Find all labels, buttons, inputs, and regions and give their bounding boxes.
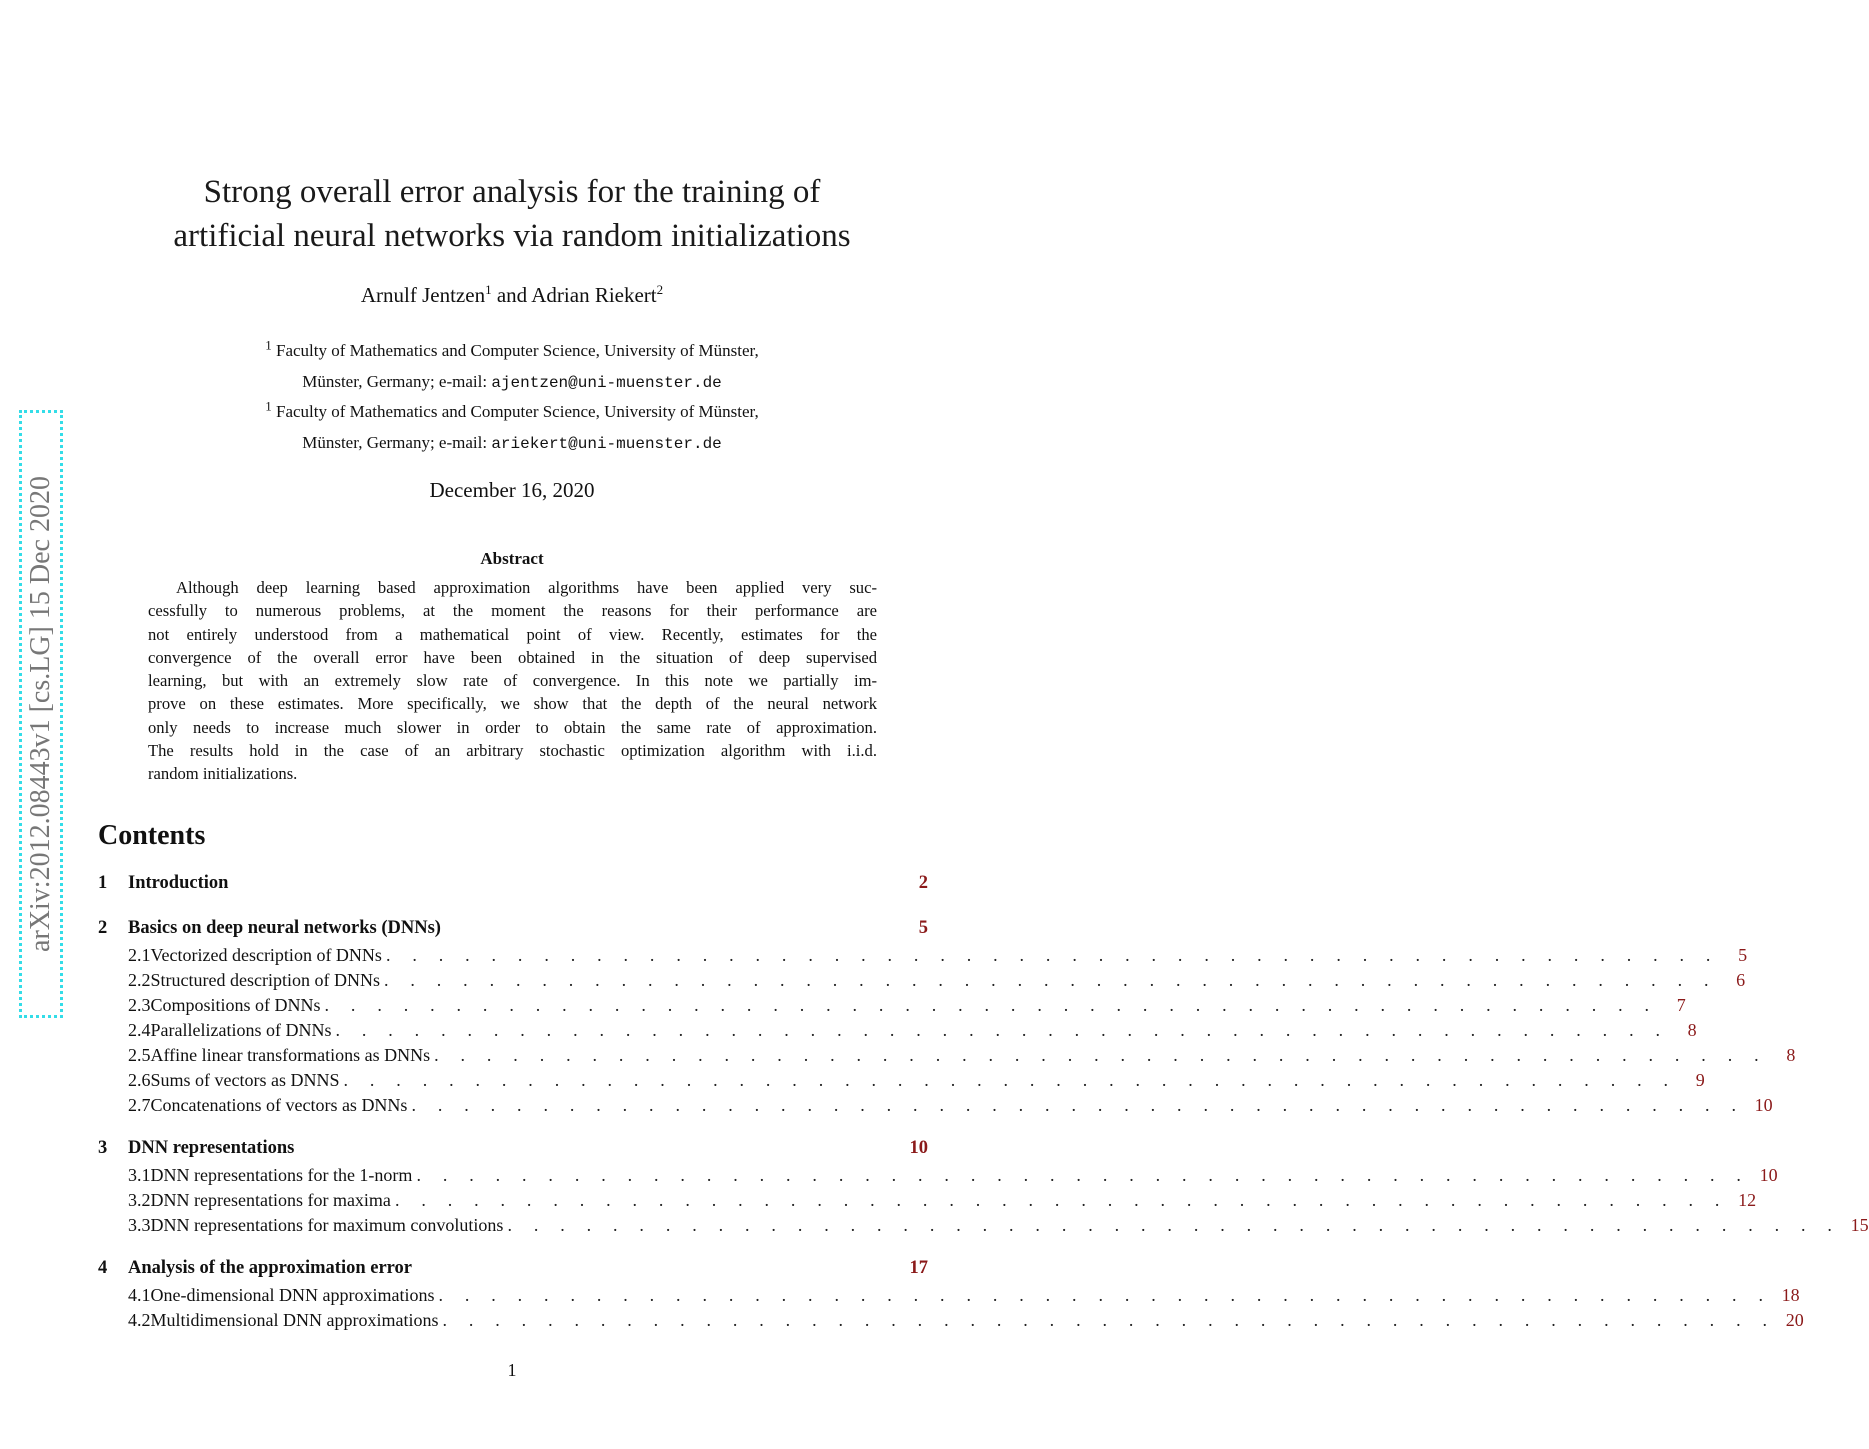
abstract-line: learning, but with an extremely slow rate of convergence. In this note we partially im- [148,671,877,691]
author-name: Arnulf Jentzen [360,283,486,307]
paper-title-line-1: Strong overall error analysis for the training of [203,174,821,210]
paper-title-line-2: artificial neural networks via random initializations [173,218,851,254]
affiliation-1-line-2: Münster, Germany; e-mail: ajentzen@uni-muenster.de [302,372,722,392]
toc-subsection-number: 2.7 [128,1095,151,1115]
toc-section-entry[interactable] [98,873,928,900]
toc-page-link[interactable]: 20 [1785,1310,1804,1330]
dot-leader: . . . . . . . . . . . . . . . . . . . . . . . . . . . . . . . . . . . . . . . . . . . . . . . . . . . [324,995,1658,1015]
toc-subsection-entry[interactable] [98,1215,1869,1240]
toc-subsection-number: 2.5 [128,1045,151,1065]
affiliation-1-line-1: $^1$ Faculty of Mathematics and Computer Science, University of Münster, [265,337,759,360]
toc-page-link[interactable]: 17 [909,1258,928,1278]
abstract-line: The results hold in the case of an arbitrary stochastic optimization algorithm with i.i.d. [148,741,877,761]
toc-section-number: 1 [98,873,108,893]
toc-subsection-entry[interactable] [98,1070,1705,1095]
arxiv-identifier[interactable]: arXiv:2012.08443v1 [cs.LG] 15 Dec 2020 [25,476,56,952]
toc-page-link[interactable]: 12 [1738,1190,1757,1210]
abstract-heading: Abstract [480,549,544,568]
toc-subsection-entry[interactable] [98,1190,1757,1215]
abstract-line: not entirely understood from a mathematical point of view. Recently, estimates for the [148,624,877,644]
dot-leader: . . . . . . . . . . . . . . . . . . . . . . . . . . . . . . . . . . . . . . . . . . . . . . . . . . . [442,1310,1776,1330]
toc-subsection-title: Affine linear transformations as DNNs [150,1045,431,1065]
toc-page-link[interactable]: 6 [1736,970,1746,990]
toc-subsection-entry[interactable] [98,1020,1697,1045]
dot-leader: . . . . . . . . . . . . . . . . . . . . . . . . . . . . . . . . . . . . . . . . . . . . . . . . . . . [335,1020,1669,1040]
dot-leader: . . . . . . . . . . . . . . . . . . . . . . . . . . . . . . . . . . . . . . . . . . . . . . . . . . . [383,970,1718,990]
toc-section-title: Basics on deep neural networks (DNNs) [128,918,441,938]
toc-subsection-entry[interactable] [98,970,1746,995]
toc-page-link[interactable]: 8 [1687,1020,1697,1040]
toc-subsection-entry[interactable] [98,1285,1800,1310]
toc-subsection-title: Concatenations of vectors as DNNs [150,1095,408,1115]
toc-subsection-number: 2.2 [128,970,151,990]
author-name: Adrian Riekert [531,283,657,307]
author-conjunction: and [491,283,532,307]
toc-section-number: 4 [98,1258,108,1278]
toc-section-number: 2 [98,918,108,938]
abstract-body [148,576,877,786]
toc-section-entry[interactable] [98,1258,928,1285]
toc-page-link[interactable]: 7 [1676,995,1686,1015]
dot-leader: . . . . . . . . . . . . . . . . . . . . . . . . . . . . . . . . . . . . . . . . . . . . . . . . . . . [507,1215,1841,1235]
toc-subsection-entry[interactable] [98,945,1748,970]
affiliation-2-line-1: $^1$ Faculty of Mathematics and Computer Science, University of Münster, [265,398,759,421]
page-number: 1 [507,1360,517,1380]
toc-section-title: Analysis of the approximation error [128,1258,413,1278]
affiliation-mark: 1 [265,398,272,414]
toc-section-title: DNN representations [128,1138,295,1158]
toc-page-link[interactable]: 10 [909,1138,928,1158]
toc-subsection-entry[interactable] [98,1095,1773,1120]
contents-heading: Contents [98,820,206,851]
dot-leader: . . . . . . . . . . . . . . . . . . . . . . . . . . . . . . . . . . . . . . . . . . . . . . . . . . . [416,1165,1750,1185]
toc-section [98,918,1796,1120]
toc-subsection-number: 2.1 [128,945,151,965]
abstract-line: only needs to increase much slower in order to obtain the same rate of approximation. [148,717,877,737]
toc-subsection-title: Compositions of DNNs [150,995,321,1015]
abstract-line: convergence of the overall error have been obtained in the situation of deep supervised [148,647,877,667]
paper-date: December 16, 2020 [429,478,595,502]
toc-subsection-entry[interactable] [98,1310,1804,1335]
dot-leader: . . . . . . . . . . . . . . . . . . . . . . . . . . . . . . . . . . . . . . . . . . . . . . . . . . . [438,1285,1772,1305]
abstract-line: cessfully to numerous problems, at the moment the reasons for their performance are [148,601,877,621]
toc-subsection-number: 3.2 [128,1190,151,1210]
toc-subsection-title: DNN representations for maxima [150,1190,391,1210]
toc-subsection-number: 2.6 [128,1070,151,1090]
toc-page-link[interactable]: 8 [1786,1045,1796,1065]
toc-subsection-entry[interactable] [98,1045,1796,1070]
toc-page-link[interactable]: 10 [1759,1165,1778,1185]
toc-section [98,873,928,900]
dot-leader: . . . . . . . . . . . . . . . . . . . . . . . . . . . . . . . . . . . . . . . . . . . . . . . . . . . [343,1070,1677,1090]
toc-page-link[interactable]: 5 [918,918,928,938]
toc-subsection-number: 3.3 [128,1215,151,1235]
toc-section-entry[interactable] [98,1138,928,1165]
toc-subsection-title: One-dimensional DNN approximations [150,1285,435,1305]
affiliation-mark: 1 [265,337,272,353]
toc-subsection-entry[interactable] [98,995,1686,1020]
affiliation-mark: 2 [656,282,664,297]
toc-section-entry[interactable] [98,918,928,945]
toc-subsection-entry[interactable] [98,1165,1778,1190]
toc-subsection-title: Structured description of DNNs [150,970,380,990]
toc-subsection-title: Parallelizations of DNNs [150,1020,332,1040]
table-of-contents [98,873,1869,1335]
toc-page-link[interactable]: 5 [1738,945,1748,965]
toc-section-title: Introduction [128,873,229,893]
abstract-line: random initializations. [148,764,298,784]
toc-subsection-number: 2.4 [128,1020,151,1040]
toc-section-number: 3 [98,1138,108,1158]
toc-page-link[interactable]: 9 [1695,1070,1705,1090]
affiliation-mark: 1 [485,282,492,297]
toc-page-link[interactable]: 18 [1781,1285,1800,1305]
dot-leader: . . . . . . . . . . . . . . . . . . . . . . . . . . . . . . . . . . . . . . . . . . . . . . . . . . . [411,1095,1745,1115]
toc-subsection-title: Vectorized description of DNNs [150,945,382,965]
authors [0,283,1024,308]
dot-leader: . . . . . . . . . . . . . . . . . . . . . . . . . . . . . . . . . . . . . . . . . . . . . . . . . . . [385,945,1720,965]
toc-page-link[interactable]: 2 [918,873,928,893]
toc-subsection-title: DNN representations for maximum convolutions [150,1215,504,1235]
toc-page-link[interactable]: 15 [1850,1215,1869,1235]
toc-subsection-number: 3.1 [128,1165,151,1185]
toc-section [98,1258,1804,1335]
email-link[interactable]: ariekert@uni-muenster.de [491,435,722,453]
affiliation-2-line-2: Münster, Germany; e-mail: ariekert@uni-muenster.de [302,433,722,453]
dot-leader: . . . . . . . . . . . . . . . . . . . . . . . . . . . . . . . . . . . . . . . . . . . . . . . . . . . [434,1045,1768,1065]
toc-subsection-number: 2.3 [128,995,151,1015]
abstract-line: Although deep learning based approximation algorithms have been applied very suc- [176,578,877,597]
toc-subsection-title: Sums of vectors as DNNS [150,1070,340,1090]
toc-subsection-title: DNN representations for the 1-norm [150,1165,413,1185]
toc-subsection-title: Multidimensional DNN approximations [150,1310,439,1330]
toc-subsection-number: 4.2 [128,1310,151,1330]
dot-leader: . . . . . . . . . . . . . . . . . . . . . . . . . . . . . . . . . . . . . . . . . . . . . . . . . . . [394,1190,1729,1210]
email-link[interactable]: ajentzen@uni-muenster.de [491,374,722,392]
toc-section [98,1138,1869,1240]
abstract-line: prove on these estimates. More specifically, we show that the depth of the neural network [148,694,877,714]
toc-page-link[interactable]: 10 [1754,1095,1773,1115]
toc-subsection-number: 4.1 [128,1285,151,1305]
